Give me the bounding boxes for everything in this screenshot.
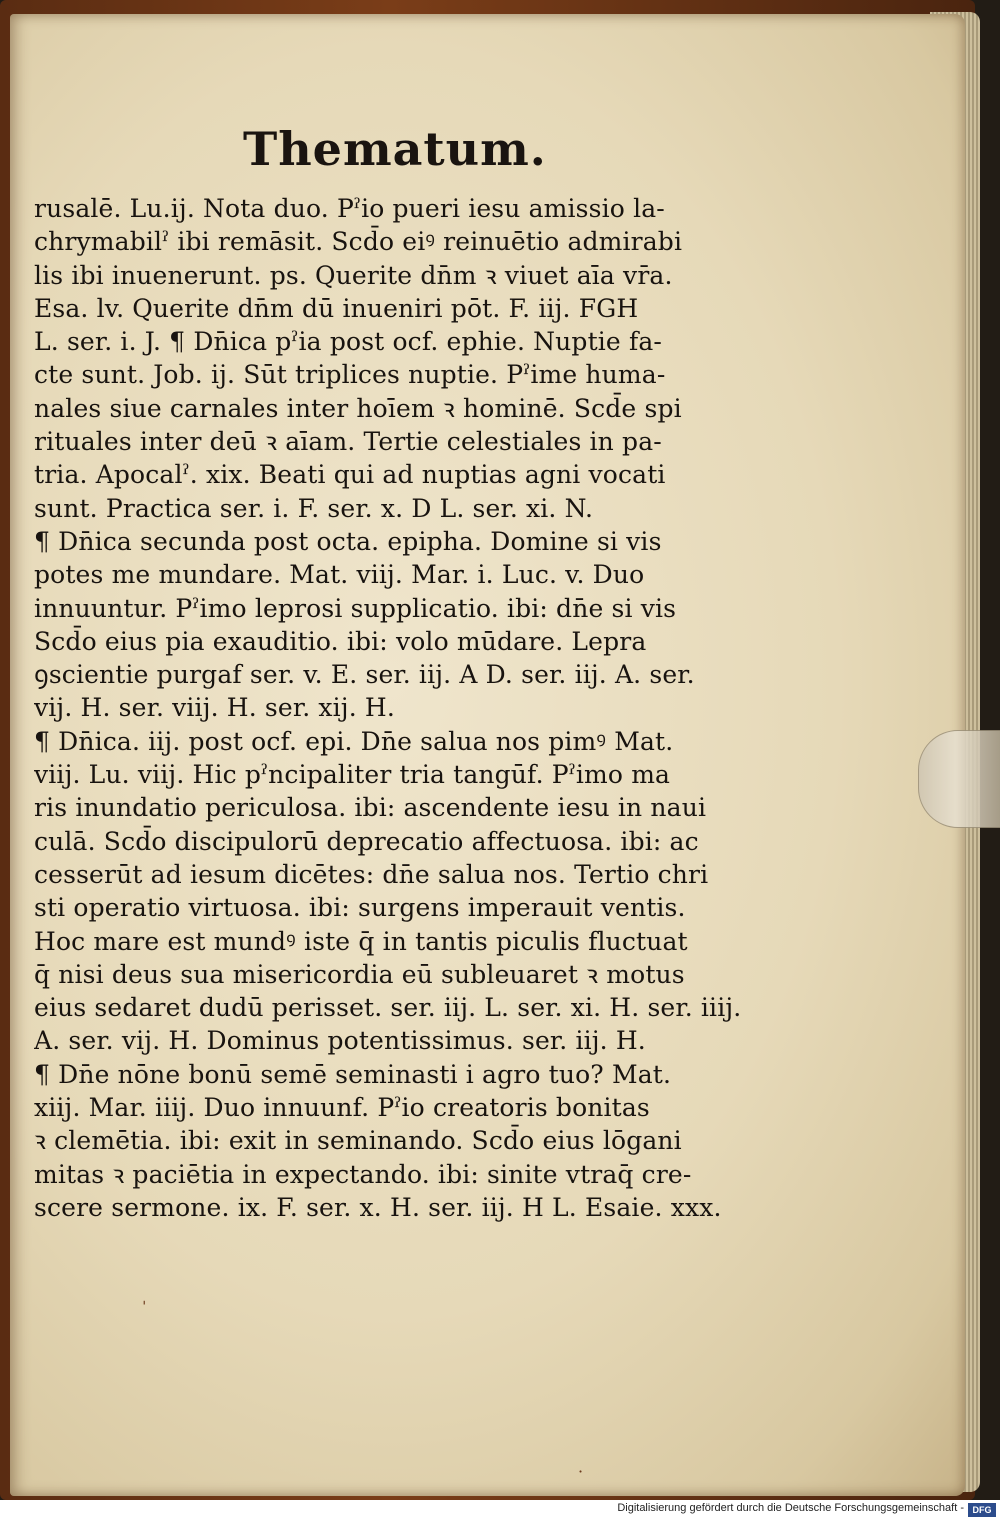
text-line: chrymabilˀ ibi remāsit. Scd̄o eiꝰ reinuētio admirabi bbox=[34, 227, 683, 257]
dfg-logo: DFG bbox=[968, 1503, 996, 1517]
text-line: eius sedaret dudū perisset. ser. iij. L. ser. xi. H. ser. iiij. bbox=[34, 993, 742, 1023]
text-line: ¶ Dn̄ica secunda post octa. epipha. Domine si vis bbox=[34, 526, 662, 556]
text-line: sunt. Practica ser. i. F. ser. x. D L. ser. xi. N. bbox=[34, 493, 594, 523]
text-line: mitas ꝛ paciētia in expectando. ibi: sinite vtraq̄ cre- bbox=[34, 1159, 692, 1189]
text-line: vij. H. ser. viij. H. ser. xij. H. bbox=[34, 693, 395, 723]
text-line: A. ser. vij. H. Dominus potentissimus. ser. iij. H. bbox=[34, 1026, 646, 1056]
text-line: cte sunt. Job. ij. Sūt triplices nuptie. Pˀime huma- bbox=[34, 360, 666, 390]
text-line: cesserūt ad iesum dicētes: dn̄e salua nos. Tertio chri bbox=[34, 859, 709, 889]
text-line: sti operatio virtuosa. ibi: surgens imperauit ventis. bbox=[34, 893, 686, 923]
text-line: ¶ Dn̄e nōne bonū semē seminasti i agro tuo? Mat. bbox=[34, 1059, 672, 1089]
text-line: potes me mundare. Mat. viij. Mar. i. Luc. v. Duo bbox=[34, 560, 645, 590]
text-line: culā. Scd̄o discipulorū deprecatio affectuosa. ibi: ac bbox=[34, 826, 699, 856]
text-line: ¶ Dn̄ica. iij. post ocf. epi. Dn̄e salua nos pimꝰ Mat. bbox=[34, 726, 674, 756]
text-line: ꝛ clemētia. ibi: exit in seminando. Scd̄o eius lōgani bbox=[34, 1126, 682, 1156]
text-line: viij. Lu. viij. Hic pˀncipaliter tria tangūf. Pˀimo ma bbox=[34, 760, 671, 790]
running-header: Thematum. bbox=[243, 122, 547, 176]
text-line: Hoc mare est mundꝰ iste q̄ in tantis piculis fluctuat bbox=[34, 926, 688, 956]
text-line: rusalē. Lu.ij. Nota duo. Pˀio pueri iesu amissio la- bbox=[34, 194, 665, 223]
text-line: tria. Apocalˀ. xix. Beati qui ad nuptias agni vocati bbox=[34, 460, 666, 490]
book-clasp-strap bbox=[918, 730, 1000, 828]
text-line: Esa. lv. Querite dn̄m dū inueniri pōt. F. iij. FGH bbox=[34, 293, 639, 323]
text-line: ꝯscientie purgaf ser. v. E. ser. iij. A D. ser. iij. A. ser. bbox=[34, 660, 695, 690]
text-line: xiij. Mar. iiij. Duo innuunf. Pˀio creatoris bonitas bbox=[34, 1093, 650, 1123]
text-line: rituales inter deū ꝛ aīam. Tertie celestiales in pa- bbox=[34, 427, 662, 457]
ink-speck: · bbox=[578, 1462, 584, 1481]
text-line: scere sermone. ix. F. ser. x. H. ser. iij. H L. Esaie. xxx. bbox=[34, 1192, 722, 1222]
text-line: L. ser. i. J. ¶ Dn̄ica pˀia post ocf. ephie. Nuptie fa- bbox=[34, 327, 663, 357]
footer-credit: Digitalisierung gefördert durch die Deutsche Forschungsgemeinschaft - bbox=[617, 1502, 964, 1514]
footer-bar bbox=[0, 1500, 1000, 1521]
text-column bbox=[34, 192, 744, 1252]
ink-speck: ˈ bbox=[142, 1298, 147, 1317]
text-line: q̄ nisi deus sua misericordia eū subleuaret ꝛ motus bbox=[34, 959, 685, 989]
text-line: Scd̄o eius pia exauditio. ibi: volo mūdare. Lepra bbox=[34, 626, 647, 656]
text-line: ris inundatio periculosa. ibi: ascendente iesu in naui bbox=[34, 793, 707, 823]
text-line: innuuntur. Pˀimo leprosi supplicatio. ibi: dn̄e si vis bbox=[34, 593, 677, 623]
text-line: nales siue carnales inter hoīem ꝛ hominē. Scd̄e spi bbox=[34, 393, 682, 423]
text-line: lis ibi inuenerunt. ps. Querite dn̄m ꝛ viuet aīa vr̄a. bbox=[34, 260, 673, 290]
